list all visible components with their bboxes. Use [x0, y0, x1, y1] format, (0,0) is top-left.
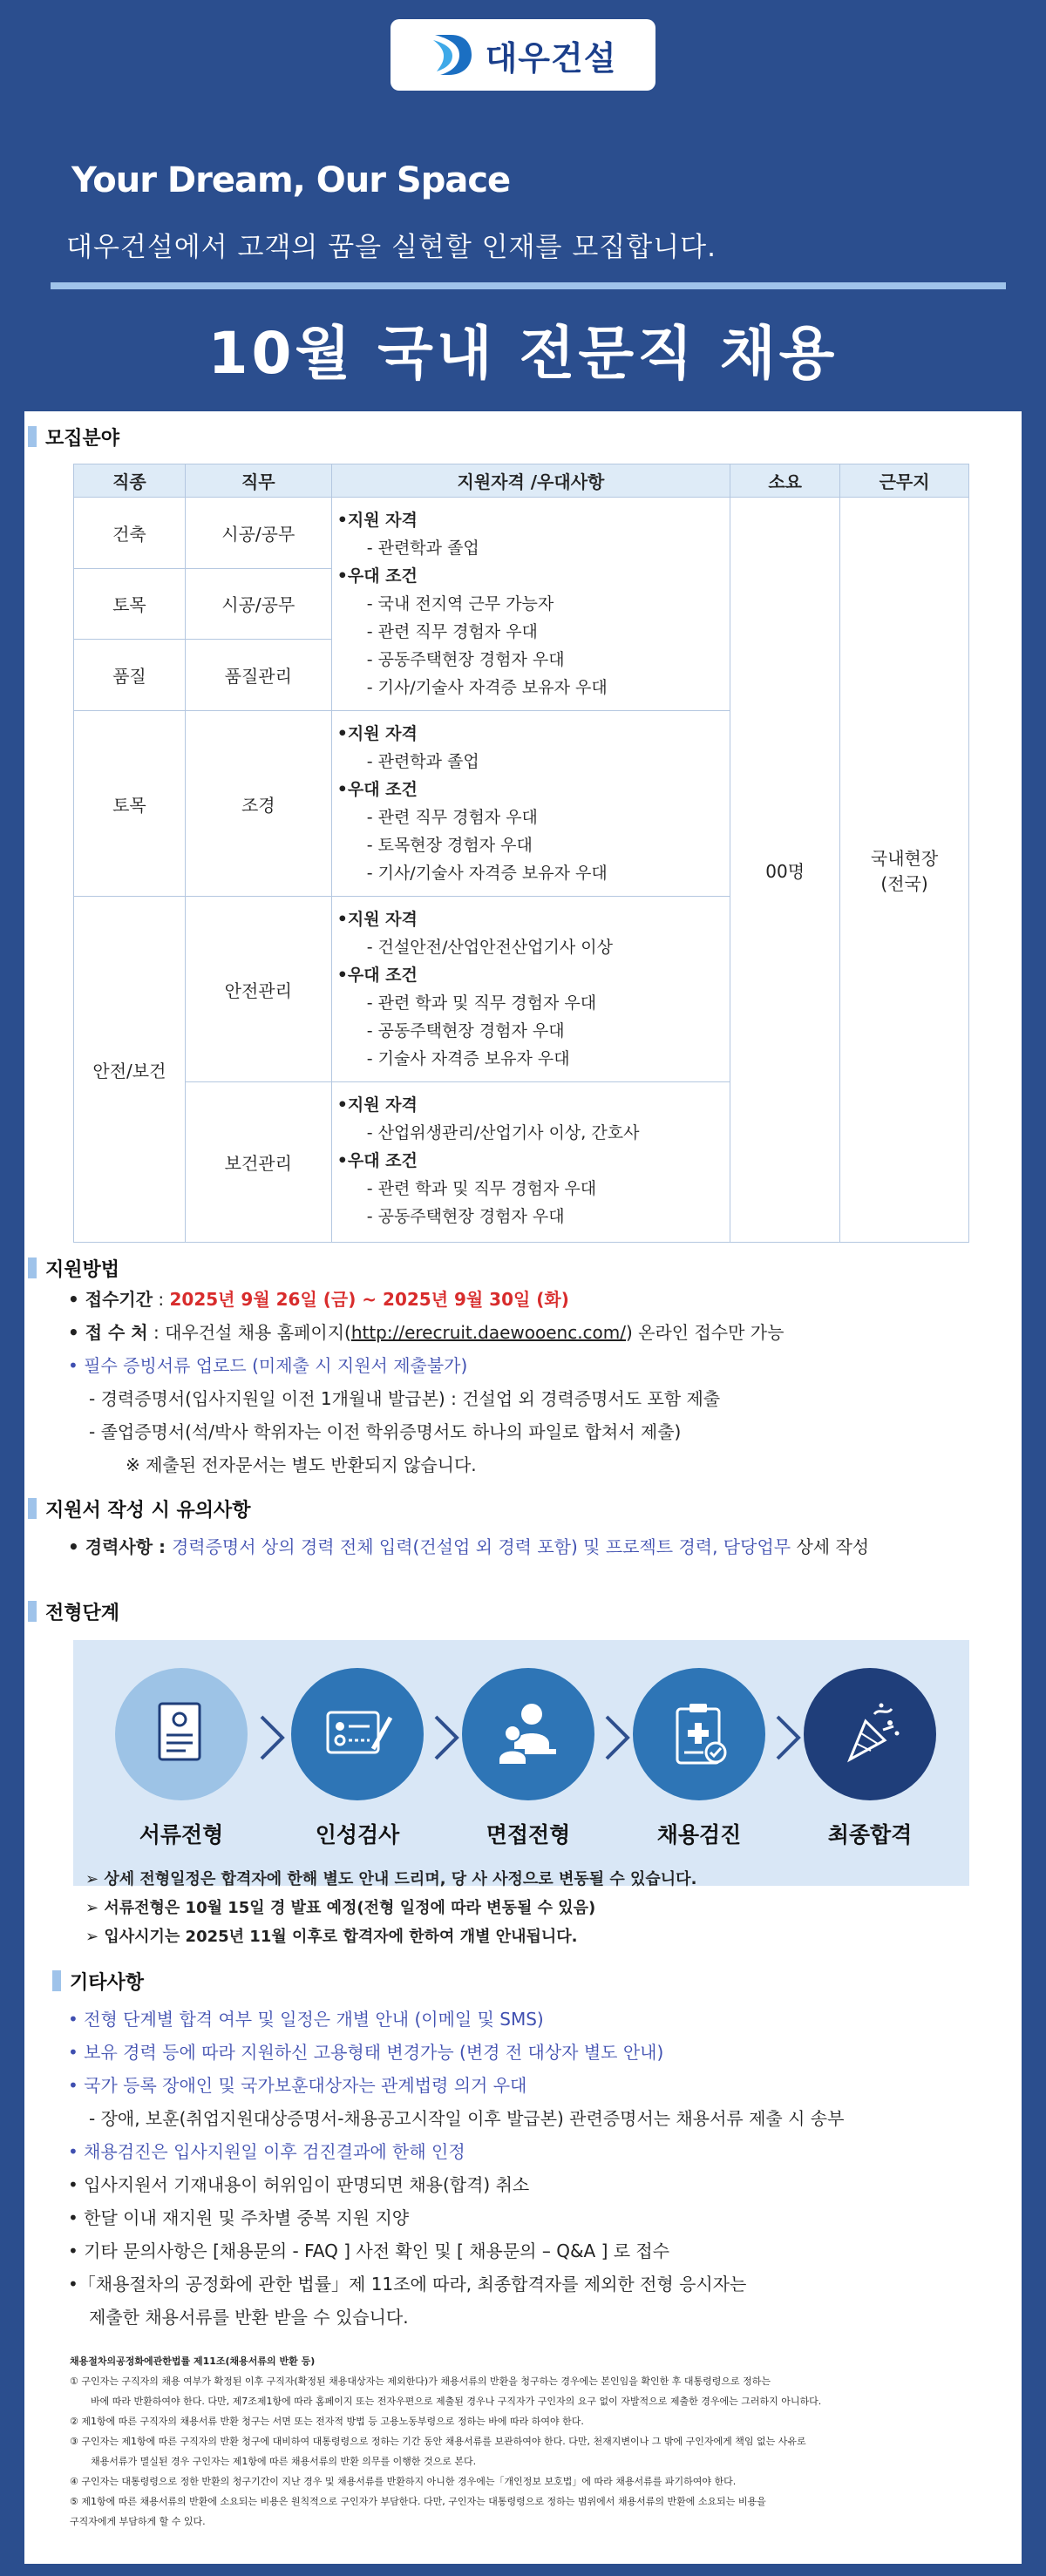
cell-qualification — [331, 498, 730, 711]
section-title-fields: 모집분야 — [28, 424, 119, 451]
legal-line: 바에 따라 반환하여야 한다. 다만, 제7조제1항에 따라 홈페이지 또는 전자우편으로 제출된 경우나 구직자가 구인자의 요구 없이 자발적으로 제출한 경우에는 그러하지 아니하다. — [91, 2396, 822, 2407]
qual-pref-heading: •우대 조건 — [336, 780, 418, 799]
step-circle — [804, 1668, 936, 1800]
qual-req-heading: •지원 자격 — [336, 511, 418, 530]
logo — [391, 19, 655, 91]
cell-duty: 보건관리 — [185, 1082, 331, 1243]
th-qualification: 지원자격 /우대사항 — [331, 464, 730, 498]
qual-item: - 공동주택현장 경험자 우대 — [366, 1207, 565, 1226]
section-title-notes: 지원서 작성 시 유의사항 — [28, 1495, 251, 1522]
qual-item: - 국내 전지역 근무 가능자 — [366, 594, 554, 613]
chevron-right-icon — [601, 1713, 633, 1762]
th-headcount: 소요 — [730, 464, 840, 498]
step-label: 최종합격 — [827, 1822, 913, 1847]
daewoo-logo-icon — [430, 31, 473, 78]
process-step — [633, 1668, 765, 1849]
banner-tagline: Your Dream, Our Space — [71, 160, 511, 200]
chevron-right-icon — [772, 1713, 804, 1762]
cell-job: 토목 — [74, 711, 186, 897]
step-label: 면접전형 — [486, 1822, 571, 1847]
banner-divider — [51, 282, 1006, 289]
legal-line: ⑤ 제1항에 따른 채용서류의 반환에 소요되는 비용은 원칙적으로 구인자가 부담한다. 다만, 구인자는 대통령령으로 정하는 범위에서 채용서류의 반환에 소요되는 비용을 — [70, 2496, 766, 2507]
etc-line: • 국가 등록 장애인 및 국가보훈대상자는 관계법령 의거 우대 — [68, 2075, 527, 2096]
writing-label: • 경력사항 : — [68, 1536, 172, 1557]
process-step — [291, 1668, 424, 1849]
qual-req-heading: •지원 자격 — [336, 910, 418, 929]
recruit-table — [73, 464, 969, 1232]
writing-tail: 상세 작성 — [791, 1536, 870, 1557]
qual-req-heading: •지원 자격 — [336, 724, 418, 743]
etc-line: • 입사지원서 기재내용이 허위임이 판명되면 채용(합격) 취소 — [68, 2174, 530, 2195]
qual-item: - 관련학과 졸업 — [366, 539, 479, 558]
legal-line: ③ 구인자는 제1항에 따른 구직자의 반환 청구에 대비하여 대통령령으로 정하는 기간 동안 채용서류를 보관하여야 한다. 다만, 천재지변이나 그 밖에 구인자에게 책임 없는 사유로 — [70, 2436, 806, 2447]
qual-item: - 관련 직무 경험자 우대 — [366, 808, 538, 827]
etc-line: • 전형 단계별 합격 여부 및 일정은 개별 안내 (이메일 및 SMS) — [68, 2009, 544, 2030]
writing-note — [68, 1530, 869, 1563]
cell-duty: 안전관리 — [185, 897, 331, 1082]
etc-line: • 기타 문의사항은 [채용문의 - FAQ ] 사전 확인 및 [ 채용문의 – Q&A ] 로 접수 — [68, 2240, 670, 2261]
th-job: 직종 — [74, 464, 186, 498]
logo-text: 대우건설 — [485, 38, 617, 78]
process-step — [462, 1668, 594, 1849]
section-title-process: 전형단계 — [28, 1598, 119, 1625]
step-circle — [462, 1668, 594, 1800]
location-line: 국내현장 — [870, 848, 939, 869]
apply-url-link[interactable]: http://erecruit.daewooenc.com/ — [350, 1322, 626, 1343]
apply-period — [68, 1283, 784, 1316]
document-icon — [142, 1695, 221, 1773]
table-header-row — [74, 464, 969, 498]
qual-item: - 토목현장 경험자 우대 — [366, 836, 533, 855]
step-label: 인성검사 — [315, 1822, 400, 1847]
qual-item: - 관련 학과 및 직무 경험자 우대 — [366, 993, 597, 1013]
interview-icon — [486, 1695, 570, 1773]
th-location: 근무지 — [840, 464, 969, 498]
qual-item: - 기사/기술사 자격증 보유자 우대 — [366, 678, 608, 697]
cell-qualification — [331, 711, 730, 897]
qual-item: - 관련 학과 및 직무 경험자 우대 — [366, 1179, 597, 1198]
section-title-apply: 지원방법 — [28, 1255, 119, 1282]
apply-upload: • 필수 증빙서류 업로드 (미제출 시 지원서 제출불가) — [68, 1355, 468, 1376]
legal-line: 채용서류가 멸실된 경우 구인자는 제1항에 따른 채용서류의 반환 의무를 이행한 것으로 본다. — [91, 2456, 477, 2467]
step-circle — [633, 1668, 765, 1800]
checkup-icon — [660, 1695, 738, 1773]
qual-pref-heading: •우대 조건 — [336, 1151, 418, 1170]
qual-item: - 관련학과 졸업 — [366, 752, 479, 771]
etc-line: • 한달 이내 재지원 및 주차별 중복 지원 지양 — [68, 2207, 410, 2228]
step-circle — [115, 1668, 248, 1800]
legal-line: ① 구인자는 구직자의 채용 여부가 확정된 이후 구직자(확정된 채용대상자는 제외한다)가 채용서류의 반환을 청구하는 경우에는 본인임을 확인한 후 대통령령으로 정하는 — [70, 2376, 771, 2387]
cell-job: 안전/보건 — [74, 897, 186, 1243]
qual-pref-heading: •우대 조건 — [336, 566, 418, 586]
process-note: ➢ 서류전형은 10월 15일 경 발표 예정(전형 일정에 따라 변동될 수 있음) — [85, 1899, 596, 1917]
chevron-right-icon — [431, 1713, 462, 1762]
process-step — [115, 1668, 248, 1849]
cell-headcount: 00명 — [730, 498, 840, 1243]
location-line: (전국) — [880, 873, 928, 894]
qual-req-heading: •지원 자격 — [336, 1095, 418, 1115]
etc-line: • 채용검진은 입사지원일 이후 검진결과에 한해 인정 — [68, 2141, 465, 2162]
apply-block — [68, 1283, 784, 1481]
apply-place — [68, 1316, 784, 1349]
table-row — [74, 498, 969, 569]
etc-line: •「채용절차의 공정화에 관한 법률」제 11조에 따라, 최종합격자를 제외한 전형 응시자는 — [68, 2274, 747, 2295]
legal-title: 채용절차의공정화에관한법률 제11조(채용서류의 반환 등) — [70, 2356, 316, 2367]
qual-item: - 공동주택현장 경험자 우대 — [366, 650, 565, 669]
th-duty: 직무 — [185, 464, 331, 498]
legal-text — [70, 2351, 1011, 2532]
cell-duty: 시공/공무 — [185, 568, 331, 640]
qual-item: - 관련 직무 경험자 우대 — [366, 622, 538, 641]
legal-line: ④ 구인자는 대통령령으로 정한 반환의 청구기간이 지난 경우 및 채용서류를 반환하지 아니한 경우에는「개인정보 보호법」에 따라 채용서류를 파기하여야 한다. — [70, 2476, 737, 2487]
process-note: ➢ 상세 전형일정은 합격자에 한해 별도 안내 드리며, 당 사 사정으로 변동될 수 있습니다. — [85, 1870, 697, 1888]
section-title-etc: 기타사항 — [52, 1968, 144, 1995]
step-label: 서류전형 — [139, 1822, 224, 1847]
cell-duty: 시공/공무 — [185, 498, 331, 569]
etc-block — [68, 2003, 844, 2334]
apply-place-tail: ) 온라인 접수만 가능 — [626, 1322, 784, 1343]
apply-period-colon: : — [153, 1289, 170, 1310]
qual-item: - 기술사 자격증 보유자 우대 — [366, 1049, 570, 1068]
apply-period-label: • 접수기간 — [68, 1289, 153, 1310]
banner-subline: 대우건설에서 고객의 꿈을 실현할 인재를 모집합니다. — [66, 232, 717, 263]
apply-career-doc: - 경력증명서(입사지원일 이전 1개월내 발급본) : 건설업 외 경력증명서도 포함 제출 — [89, 1388, 721, 1409]
cell-job: 토목 — [74, 568, 186, 640]
process-band — [73, 1640, 969, 1886]
step-label: 채용검진 — [656, 1822, 742, 1847]
chevron-right-icon — [256, 1713, 288, 1762]
step-circle — [291, 1668, 424, 1800]
apply-period-value: 2025년 9월 26일 (금) ~ 2025년 9월 30일 (화) — [169, 1289, 569, 1310]
apply-place-label: • 접 수 처 — [68, 1322, 148, 1343]
qual-pref-heading: •우대 조건 — [336, 966, 418, 985]
cell-job: 품질 — [74, 640, 186, 711]
etc-line: - 장애, 보훈(취업지원대상증명서-채용공고시작일 이후 발급본) 관련증명서는 채용서류 제출 시 송부 — [89, 2108, 845, 2129]
cell-location — [840, 498, 969, 1243]
cell-duty: 품질관리 — [185, 640, 331, 711]
cell-qualification — [331, 897, 730, 1082]
process-note: ➢ 입사시기는 2025년 11월 이후로 합격자에 한하여 개별 안내됩니다. — [85, 1928, 578, 1946]
cell-job: 건축 — [74, 498, 186, 569]
legal-line: 구직자에게 부담하게 할 수 있다. — [70, 2516, 206, 2527]
etc-line: • 보유 경력 등에 따라 지원하신 고용형태 변경가능 (변경 전 대상자 별도 안내) — [68, 2042, 664, 2063]
qual-item: - 기사/기술사 자격증 보유자 우대 — [366, 864, 608, 883]
etc-line: 제출한 채용서류를 반환 받을 수 있습니다. — [89, 2307, 409, 2328]
celebration-icon — [831, 1695, 909, 1773]
apply-no-return: ※ 제출된 전자문서는 별도 반환되지 않습니다. — [126, 1454, 477, 1475]
qual-item: - 건설안전/산업안전산업기사 이상 — [366, 938, 613, 957]
apply-grad-doc: - 졸업증명서(석/박사 학위자는 이전 학위증명서도 하나의 파일로 합쳐서 제출) — [89, 1421, 682, 1442]
cell-qualification — [331, 1082, 730, 1243]
page-title: 10월 국내 전문직 채용 — [207, 320, 839, 387]
process-notes — [85, 1865, 696, 1951]
apply-place-text: : 대우건설 채용 홈페이지( — [147, 1322, 351, 1343]
legal-line: ② 제1항에 따른 구직자의 채용서류 반환 청구는 서면 또는 전자적 방법 등 고용노동부령으로 정하는 바에 따라 하여야 한다. — [70, 2416, 584, 2427]
test-icon — [316, 1695, 399, 1773]
cell-duty: 조경 — [185, 711, 331, 897]
qual-item: - 공동주택현장 경험자 우대 — [366, 1021, 565, 1041]
writing-blue: 경력증명서 상의 경력 전체 입력(건설업 외 경력 포함) 및 프로젝트 경력, 담당업무 — [171, 1536, 791, 1557]
qual-item: - 산업위생관리/산업기사 이상, 간호사 — [366, 1123, 640, 1142]
process-step — [804, 1668, 936, 1849]
